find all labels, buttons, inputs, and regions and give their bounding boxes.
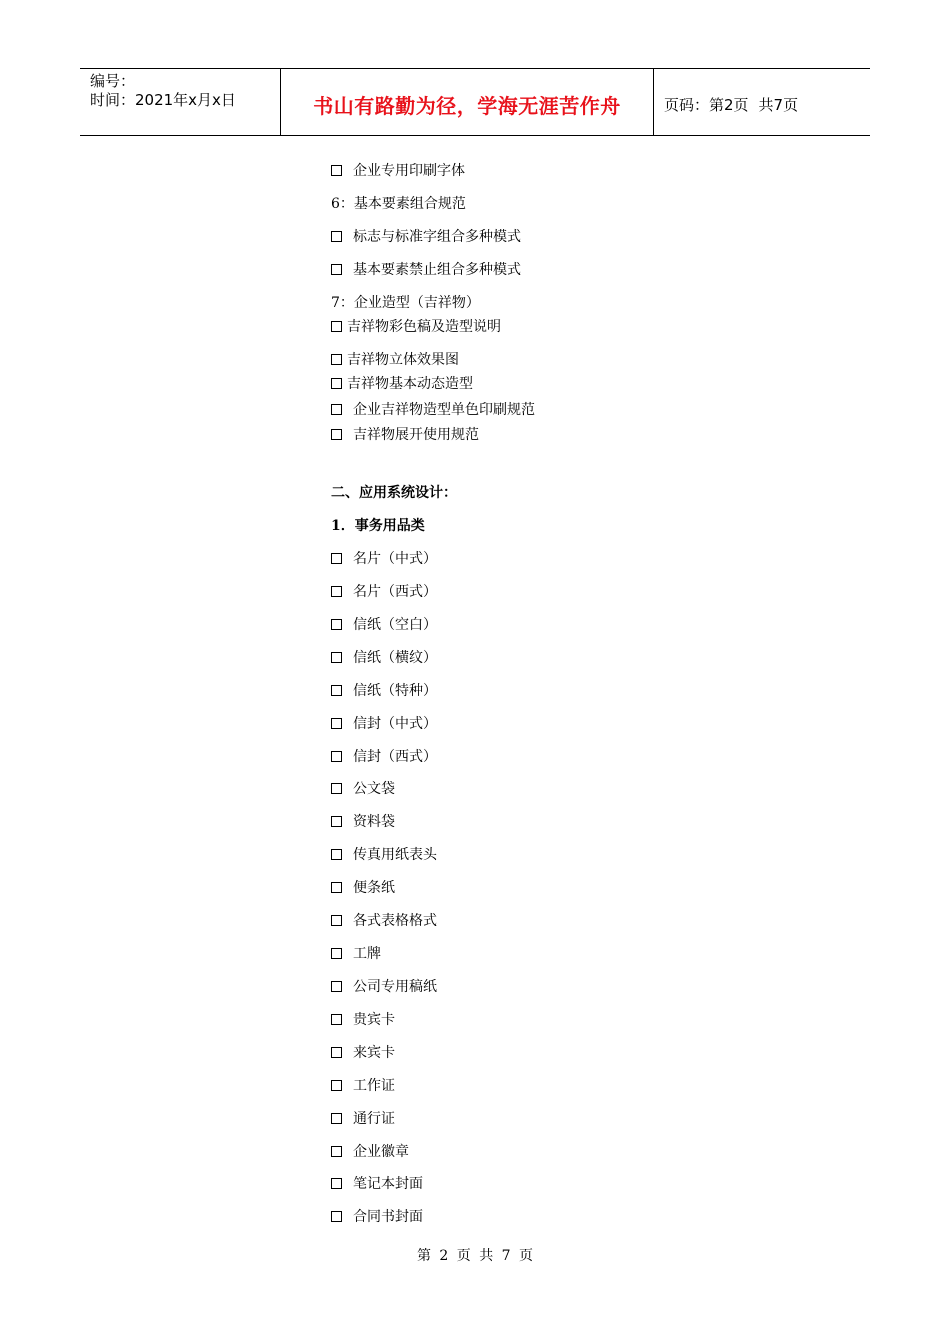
checkbox-icon <box>331 718 342 729</box>
list-item-text: 1．事务用品类 <box>331 518 425 534</box>
list-item-text: 笔记本封面 <box>353 1176 423 1192</box>
header-page-cell <box>654 69 870 135</box>
list-item-text: 通行证 <box>353 1111 395 1127</box>
checkbox-icon <box>331 685 342 696</box>
list-item <box>331 1044 395 1062</box>
list-item-text: 贵宾卡 <box>353 1012 395 1028</box>
list-item <box>331 318 501 336</box>
list-item <box>331 1175 423 1193</box>
list-item <box>331 813 395 831</box>
list-item <box>331 195 466 213</box>
checkbox-icon <box>331 652 342 663</box>
list-item <box>331 228 521 246</box>
list-item <box>331 912 437 930</box>
list-item-text: 吉祥物彩色稿及造型说明 <box>347 319 501 335</box>
list-item-text: 名片（西式） <box>353 584 437 600</box>
checkbox-icon <box>331 553 342 564</box>
list-item-text: 二、应用系统设计： <box>331 485 457 501</box>
checkbox-icon <box>331 429 342 440</box>
list-item-text: 来宾卡 <box>353 1045 395 1061</box>
checkbox-icon <box>331 165 342 176</box>
list-item-text: 7：企业造型（吉祥物） <box>331 295 480 311</box>
list-item <box>331 294 480 312</box>
list-item-text: 名片（中式） <box>353 551 437 567</box>
document-number-label: 编号： <box>90 72 136 90</box>
checkbox-icon <box>331 378 342 389</box>
checkbox-icon <box>331 849 342 860</box>
list-item <box>331 780 395 798</box>
list-item <box>331 375 473 393</box>
header-motto: 书山有路勤为径，学海无涯苦作舟 <box>313 93 621 118</box>
list-item-text: 便条纸 <box>353 880 395 896</box>
checkbox-icon <box>331 404 342 415</box>
list-item-text: 传真用纸表头 <box>353 847 437 863</box>
list-item <box>331 1077 395 1095</box>
list-item <box>331 261 521 279</box>
list-item-text: 企业专用印刷字体 <box>353 163 465 179</box>
list-item <box>331 945 381 963</box>
document-date-label: 时间：2021年x月x日 <box>90 91 236 109</box>
section-heading <box>331 517 425 535</box>
list-item-text: 各式表格格式 <box>353 913 437 929</box>
checkbox-icon <box>331 1047 342 1058</box>
section-heading <box>331 484 457 502</box>
list-item <box>331 616 437 634</box>
list-item <box>331 978 437 996</box>
checkbox-icon <box>331 882 342 893</box>
checkbox-icon <box>331 354 342 365</box>
list-item <box>331 682 437 700</box>
checkbox-icon <box>331 586 342 597</box>
list-item-text: 标志与标准字组合多种模式 <box>353 229 521 245</box>
list-item-text: 企业徽章 <box>353 1144 409 1160</box>
checkbox-icon <box>331 816 342 827</box>
checkbox-icon <box>331 1178 342 1189</box>
checkbox-icon <box>331 915 342 926</box>
list-item <box>331 846 437 864</box>
checkbox-icon <box>331 1146 342 1157</box>
list-item-text: 合同书封面 <box>353 1209 423 1225</box>
list-item <box>331 1110 395 1128</box>
list-item-text: 资料袋 <box>353 814 395 830</box>
list-item-text: 企业吉祥物造型单色印刷规范 <box>353 402 535 418</box>
list-item-text: 信封（中式） <box>353 716 437 732</box>
header-page-total: 共7页 <box>758 95 799 114</box>
list-item-text: 6：基本要素组合规范 <box>331 196 466 212</box>
list-item <box>331 162 465 180</box>
checkbox-icon <box>331 1211 342 1222</box>
checkbox-icon <box>331 231 342 242</box>
checkbox-icon <box>331 1113 342 1124</box>
list-item <box>331 401 535 419</box>
list-item-text: 公文袋 <box>353 781 395 797</box>
list-item <box>331 550 437 568</box>
checkbox-icon <box>331 783 342 794</box>
list-item-text: 吉祥物基本动态造型 <box>347 376 473 392</box>
list-item <box>331 1143 409 1161</box>
list-item-text: 基本要素禁止组合多种模式 <box>353 262 521 278</box>
checkbox-icon <box>331 751 342 762</box>
list-item-text: 吉祥物展开使用规范 <box>353 427 479 443</box>
list-item <box>331 1208 423 1226</box>
checkbox-icon <box>331 619 342 630</box>
header-motto-cell <box>281 69 654 135</box>
page-header <box>80 68 870 136</box>
checkbox-icon <box>331 1014 342 1025</box>
list-item-text: 信纸（空白） <box>353 617 437 633</box>
list-item-text: 信纸（特种） <box>353 683 437 699</box>
checkbox-icon <box>331 981 342 992</box>
list-item <box>331 1011 395 1029</box>
list-item <box>331 426 479 444</box>
checkbox-icon <box>331 1080 342 1091</box>
list-item-text: 信封（西式） <box>353 749 437 765</box>
list-item-text: 工牌 <box>353 946 381 962</box>
list-item <box>331 715 437 733</box>
checkbox-icon <box>331 948 342 959</box>
list-item <box>331 583 437 601</box>
list-item <box>331 748 437 766</box>
list-item-text: 信纸（横纹） <box>353 650 437 666</box>
list-item-text: 公司专用稿纸 <box>353 979 437 995</box>
header-page-number: 页码：第2页 <box>664 95 749 114</box>
list-item <box>331 879 395 897</box>
page-footer: 第 2 页 共 7 页 <box>416 1248 534 1264</box>
list-item-text: 吉祥物立体效果图 <box>347 352 459 368</box>
header-info-cell <box>80 69 281 135</box>
checkbox-icon <box>331 264 342 275</box>
list-item <box>331 351 459 369</box>
list-item <box>331 649 437 667</box>
checkbox-icon <box>331 321 342 332</box>
list-item-text: 工作证 <box>353 1078 395 1094</box>
